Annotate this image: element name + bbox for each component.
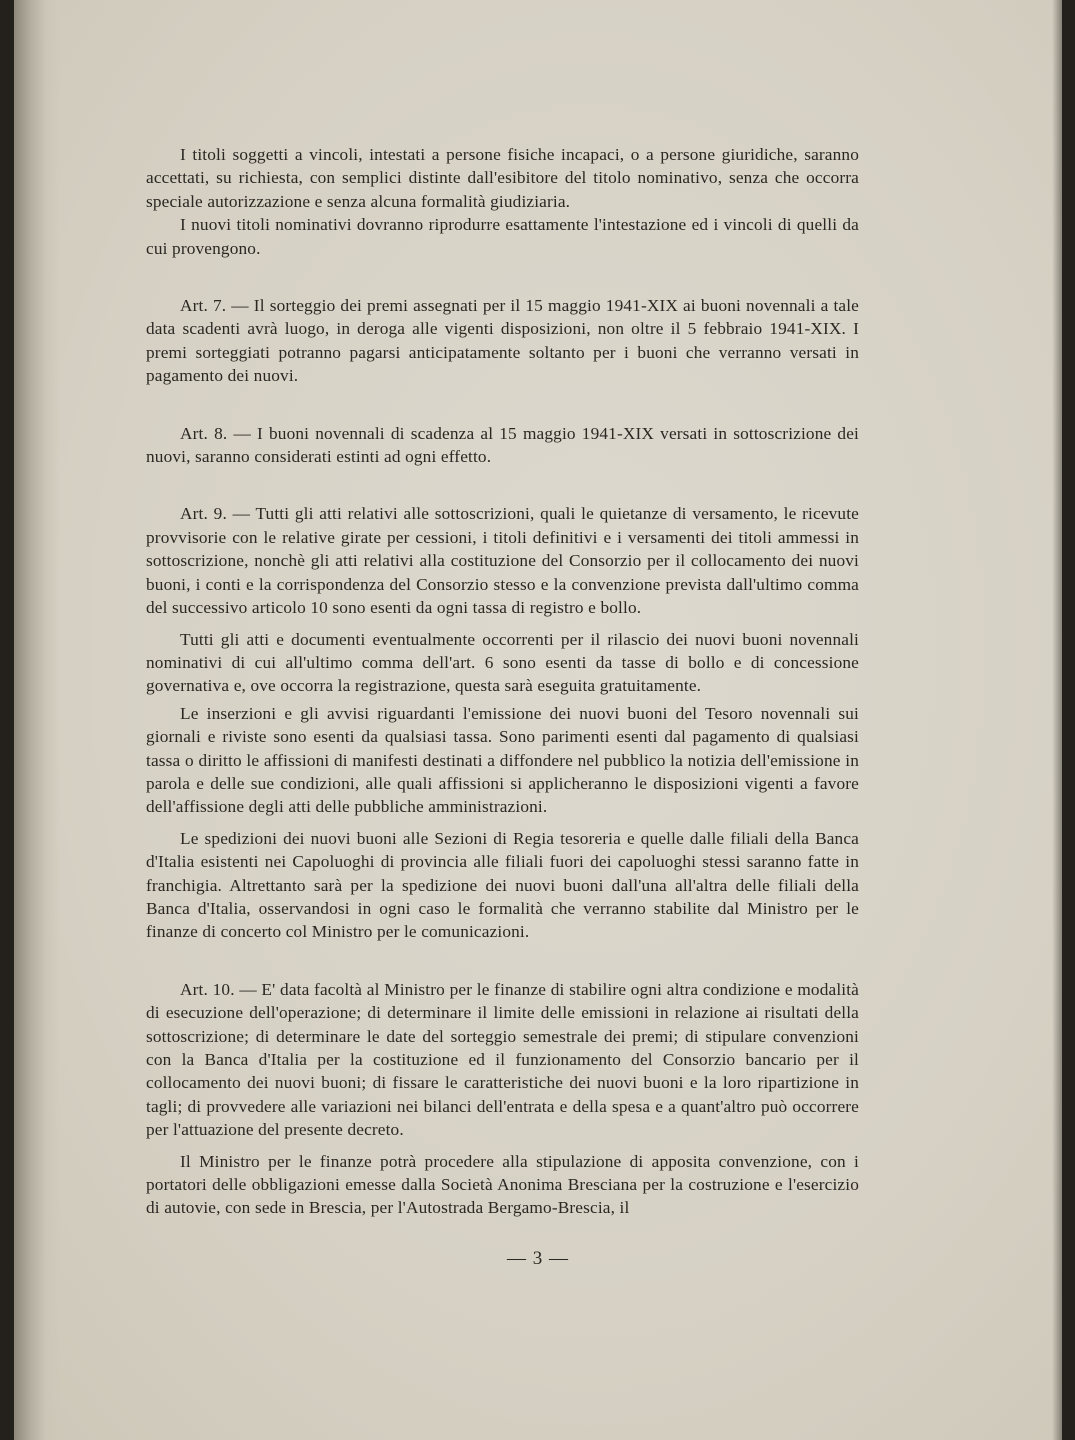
- page-edge: [1052, 0, 1062, 1440]
- paragraph-ministro: Il Ministro per le finanze potrà procedere alla stipulazione di apposita convenzione, con i portatori delle obbligazioni emesse dalla Società Anonima Bresciana per la costruzione e l'esercizio di autovie, con sede in Brescia, per l'Autostrada Bergamo-Brescia, il: [146, 1151, 859, 1218]
- article-8: Art. 8. — I buoni novennali di scadenza al 15 maggio 1941-XIX versati in sottoscrizione dei nuovi, saranno considerati estinti ad ogni effetto.: [146, 423, 859, 467]
- article-10: Art. 10. — E' data facoltà al Ministro per le finanze di stabilire ogni altra condizione e modalità di esecuzione dell'operazione; di determinare il limite delle emissioni in relazione ai risultati della sottoscrizione; di determinare le date del sorteggio semestrale dei premi; di stipulare convenzioni con la Banca d'Italia per la costituzione ed il funzionamento del Consorzio bancario per il collocamento dei nuovi buoni; di fissare le caratteristiche dei nuovi buoni e la loro ripartizione in tagli; di provvedere alle variazioni nei bilanci dell'entrata e della spesa e a quant'altro può occorrere per l'attuazione del presente decreto.: [146, 979, 859, 1140]
- paragraph-inserzioni: Le inserzioni e gli avvisi riguardanti l'emissione dei nuovi buoni del Tesoro novennali sui giornali e riviste sono esenti da qualsiasi tassa. Sono parimenti esenti dal pagamento di qualsiasi tassa o diritto le affissioni di manifesti destinati a diffondere nel pubblico la notizia dell'emissione in parola e delle sue condizioni, alle quali affissioni si applicheranno le disposizioni vigenti a favore dell'affissione degli atti delle pubbliche amministrazioni.: [146, 703, 859, 817]
- page-number: — 3 —: [507, 1248, 569, 1269]
- article-9: Art. 9. — Tutti gli atti relativi alle sottoscrizioni, quali le quietanze di versamento, le ricevute provvisorie con le relative girate per cessioni, i titoli definitivi e i versamenti dei titoli ammessi in sottoscrizione, nonchè gli atti relativi alla costituzione del Consorzio per il collocamento dei nuovi buoni, i conti e la corrispondenza del Consorzio stesso e la convenzione prevista dall'ultimo comma del successivo articolo 10 sono esenti da ogni tassa di registro e bollo.: [146, 504, 859, 618]
- paragraph-nuovi-titoli: I nuovi titoli nominativi dovranno riprodurre esattamente l'intestazione ed i vincoli di quelli da cui provengono.: [146, 215, 859, 258]
- paragraph-spedizioni: Le spedizioni dei nuovi buoni alle Sezioni di Regia tesoreria e quelle dalle filiali della Banca d'Italia esistenti nei Capoluoghi di provincia alle filiali fuori dei capoluoghi stessi saranno fatte in franchigia. Altrettanto sarà per la spedizione dei nuovi buoni dall'una all'altra delle filiali della Banca d'Italia, osservandosi in ogni caso le formalità che verranno stabilite dal Ministro per le finanze di concerto col Ministro per le comunicazioni.: [146, 828, 859, 942]
- document-page: [14, 0, 1062, 1440]
- paragraph-atti-documenti: Tutti gli atti e documenti eventualmente occorrenti per il rilascio dei nuovi buoni novennali nominativi di cui all'ultimo comma dell'art. 6 sono esenti da tasse di bollo e di concessione governativa e, ove occorra la registrazione, questa sarà eseguita gratuitamente.: [146, 629, 859, 696]
- article-7: Art. 7. — Il sorteggio dei premi assegnati per il 15 maggio 1941-XIX ai buoni novennali a tale data scadenti avrà luogo, in deroga alle vigenti disposizioni, non oltre il 5 febbraio 1941-XIX. I premi sorteggiati potranno pagarsi anticipatamente soltanto per i buoni che verranno versati in pagamento dei nuovi.: [146, 296, 859, 386]
- paragraph-vincoli: I titoli soggetti a vincoli, intestati a persone fisiche incapaci, o a persone giuridiche, saranno accettati, su richiesta, con semplici distinte dall'esibitore del titolo nominativo, senza che occorra speciale autorizzazione e senza alcuna formalità giudiziaria.: [146, 145, 859, 211]
- binding-shadow: [14, 0, 60, 1440]
- body-text: [146, 143, 859, 1220]
